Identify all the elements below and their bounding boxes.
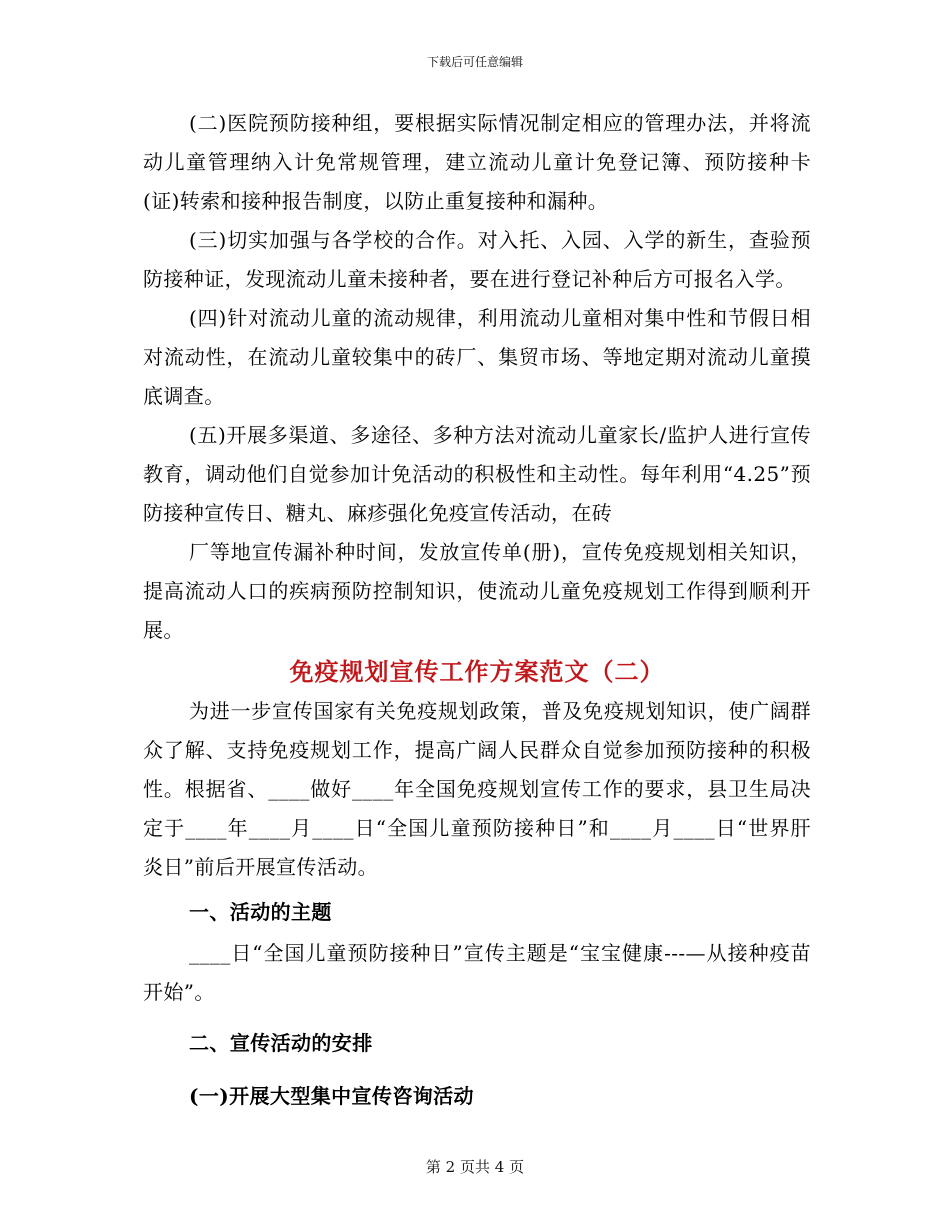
- paragraph-hospital-group: (二)医院预防接种组，要根据实际情况制定相应的管理办法，并将流动儿童管理纳入计免常规管理，建立流动儿童计免登记簿、预防接种卡(证)转索和接种报告制度，以防止重复接种和漏种。: [143, 111, 811, 213]
- paragraph-mobility-survey: (四)针对流动儿童的流动规律，利用流动儿童相对集中性和节假日相对流动性，在流动儿童较集中的砖厂、集贸市场、等地定期对流动儿童摸底调查。: [143, 306, 811, 408]
- paragraph-intro: 为进一步宣传国家有关免疫规划政策，普及免疫规划知识，使广阔群众了解、支持免疫规划工作，提高广阔人民群众自觉参加预防接种的积极性。根据省、____做好____年全国免疫规划宣传工作的要求，县卫生局决定于____年____月____日“全国儿童预防接种日”和____月____日“世界肝炎日”前后开展宣传活动。: [143, 699, 811, 879]
- paragraph-school-cooperation: (三)切实加强与各学校的合作。对入托、入园、入学的新生，查验预防接种证，发现流动儿童未接种者，要在进行登记补种后方可报名入学。: [143, 228, 811, 291]
- paragraph-publicity-continued: 厂等地宣传漏补种时间，发放宣传单(册)，宣传免疫规划相关知识，提高流动人口的疾病预防控制知识，使流动儿童免疫规划工作得到顺利开展。: [143, 540, 811, 642]
- section-title: 免疫规划宣传工作方案范文（二）: [289, 657, 665, 686]
- heading-activity-theme: 一、活动的主题: [189, 900, 332, 924]
- document-body: [143, 104, 811, 1116]
- heading-activity-arrangement: 二、宣传活动的安排: [189, 1031, 373, 1055]
- paragraph-theme: ____日“全国儿童预防接种日”宣传主题是“宝宝健康---—从接种疫苗开始”。: [143, 941, 811, 1004]
- page-header: 下载后可任意编辑: [426, 55, 523, 69]
- page-footer: 第 2 页共 4 页: [425, 1158, 525, 1176]
- heading-consultation-activity: (一)开展大型集中宣传咨询活动: [189, 1084, 474, 1108]
- paragraph-publicity-education: (五)开展多渠道、多途径、多种方法对流动儿童家长/监护人进行宣传教育，调动他们自觉参加计免活动的积极性和主动性。每年利用“4.25”预防接种宣传日、糖丸、麻疹强化免疫宣传活动，在砖: [143, 423, 811, 525]
